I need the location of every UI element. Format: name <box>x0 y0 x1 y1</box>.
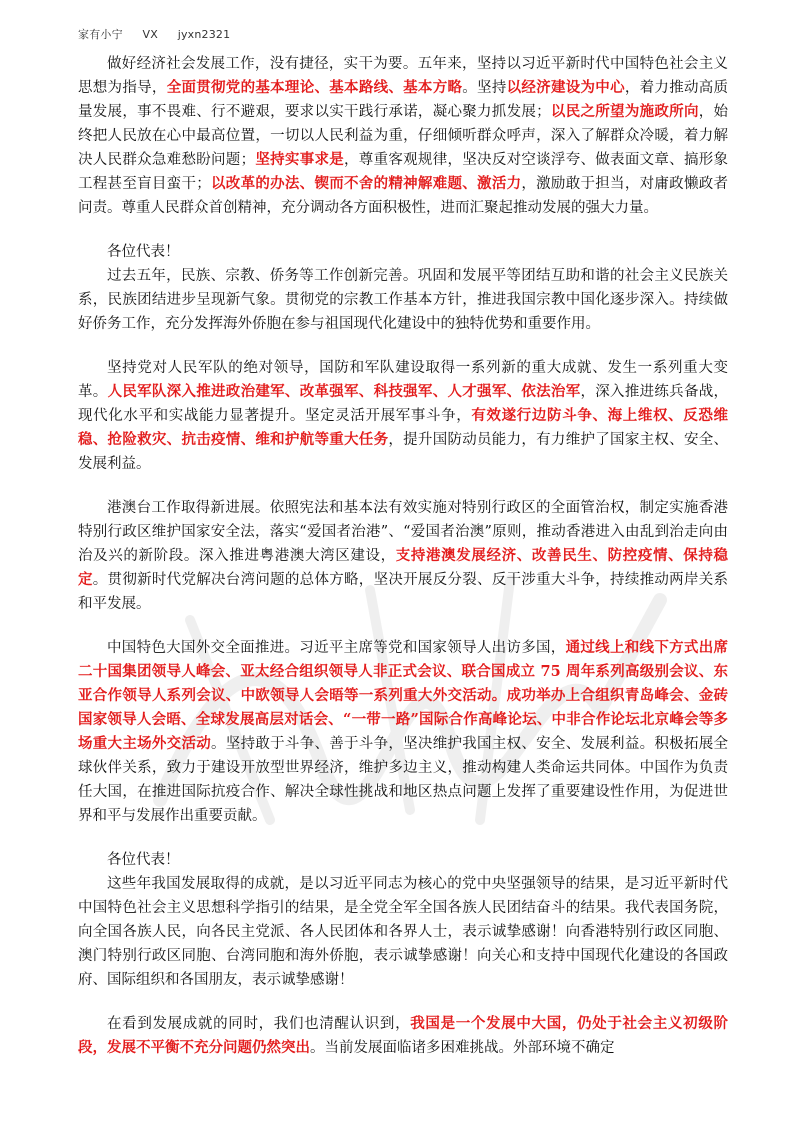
highlighted-text: 我国是一个发展中大国，仍处于社会主义初级阶段，发展不平衡不充分问题仍然突出 <box>78 1015 728 1056</box>
highlighted-text: 以经济建设为中心 <box>506 79 625 96</box>
text-segment: 。坚持敢于斗争、善于斗争，坚决维护我国主权、安全、发展利益。积极拓展全球伙伴关系，致力于建设开放型世界经济，维护多边主义，推动构建人类命运共同体。中国作为负责任大国，在推进国际抗疫合作、解决全球性挑战和地区热点问题上发挥了重要建设性作用，为促进世界和平与发展作出重要贡献。 <box>78 736 729 824</box>
highlighted-text: 以改革的办法、锲而不舍的精神解难题、激活力 <box>210 175 522 192</box>
highlighted-text: 有效遂行边防斗争、海上维权、反恐维稳、抢险救灾、抗击疫情、维和护航等重大任务 <box>78 407 728 448</box>
paragraph-gap <box>78 220 728 240</box>
highlighted-text: 全面贯彻党的基本理论、基本路线、基本方略 <box>166 79 463 96</box>
text-segment: 各位代表！ <box>107 244 180 260</box>
paragraph-gap <box>78 616 728 636</box>
paragraph-gap <box>78 828 728 848</box>
greeting-line <box>78 848 728 872</box>
text-segment: ，深入推进练兵备战，现代化水平和实战能力显著提升。坚定灵活开展军事斗争， <box>78 384 729 424</box>
text-segment: 。贯彻新时代党解决台湾问题的总体方略，坚决开展反分裂、反干涉重大斗争，持续推动两岸关系和平发展。 <box>78 572 728 612</box>
author-name: 家有小宁 <box>78 28 123 41</box>
body-paragraph <box>78 356 728 476</box>
text-segment: 港澳台工作取得新进展。依照宪法和基本法有效实施对特别行政区的全面管治权，制定实施香港特别行政区维护国家安全法，落实“爱国者治港”、“爱国者治澳”原则，推动香港进入由乱到治走向由治及兴的新阶段。深入推进粤港澳大湾区建设， <box>78 500 728 564</box>
text-segment: ，激励敢于担当，对庸政懒政者问责。尊重人民群众首创精神，充分调动各方面积极性，进而汇聚起推动发展的强大力量。 <box>78 176 729 216</box>
text-segment: 坚持党对人民军队的绝对领导，国防和军队建设取得一系列新的重大成就、发生一系列重大变革。 <box>78 360 728 400</box>
highlighted-text: 支持港澳发展经济、改善民生、防控疫情、保持稳定 <box>78 547 728 588</box>
body-paragraph <box>78 52 728 220</box>
paragraph-gap <box>78 476 728 496</box>
highlighted-text: 坚持实事求是 <box>255 151 345 168</box>
text-segment: ，提升国防动员能力，有力维护了国家主权、安全、发展利益。 <box>78 432 728 472</box>
text-segment: ，始终把人民放在心中最高位置，一切以人民利益为重，仔细倾听群众呼声，深入了解群众冷暖，着力解决人民群众急难愁盼问题； <box>78 104 729 168</box>
page-header <box>78 26 246 42</box>
text-segment: 做好经济社会发展工作，没有捷径，实干为要。五年来，坚持以习近平新时代中国特色社会主义思想为指导， <box>78 56 728 96</box>
highlighted-text: 通过线上和线下方式出席二十国集团领导人峰会、亚太经合组织领导人非正式会议、联合国成立 75 周年系列高级别会议、东亚合作领导人系列会议、中欧领导人会晤等一系列重大外交活动。成功举办上合组织青岛峰会、金砖国家领导人会晤、全球发展高层对话会、“一带一路”国际合作高峰论坛、中非合作论坛北京峰会等多场重大主场外交活动 <box>78 639 729 752</box>
text-segment: 在看到发展成就的同时，我们也清醒认识到， <box>107 1016 411 1032</box>
text-segment: 。坚持 <box>462 80 507 96</box>
paragraph-gap <box>78 336 728 356</box>
body-paragraph <box>78 872 728 992</box>
greeting-line <box>78 240 728 264</box>
highlighted-text: 以民之所望为施政所向 <box>550 103 699 120</box>
highlighted-text: 人民军队深入推进政治建军、改革强军、科技强军、人才强军、依法治军 <box>107 383 581 400</box>
text-segment: 各位代表！ <box>107 852 180 868</box>
document-body <box>78 52 728 1060</box>
text-segment: 。当前发展面临诸多困难挑战。外部环境不确定 <box>310 1040 615 1056</box>
text-segment: 这些年我国发展取得的成就，是以习近平同志为核心的党中央坚强领导的结果，是习近平新时代中国特色社会主义思想科学指引的结果，是全党全军全国各族人民团结奋斗的结果。我代表国务院，向全国各族人民，向各民主党派、各人民团体和各界人士，表示诚挚感谢！向香港特别行政区同胞、澳门特别行政区同胞、台湾同胞和海外侨胞，表示诚挚感谢！向关心和支持中国现代化建设的各国政府、国际组织和各国朋友，表示诚挚感谢！ <box>78 876 728 988</box>
paragraph-gap <box>78 992 728 1012</box>
body-paragraph <box>78 264 728 336</box>
body-paragraph <box>78 636 728 828</box>
vx-label: VX <box>142 28 158 41</box>
body-paragraph <box>78 496 728 616</box>
text-segment: 过去五年，民族、宗教、侨务等工作创新完善。巩固和发展平等团结互助和谐的社会主义民族关系，民族团结进步呈现新气象。贯彻党的宗教工作基本方针，推进我国宗教中国化逐步深入。持续做好侨务工作，充分发挥海外侨胞在参与祖国现代化建设中的独特优势和重要作用。 <box>78 268 728 332</box>
text-segment: ，着力推动高质量发展，事不畏难、行不避艰，要求以实干践行承诺，凝心聚力抓发展； <box>78 80 729 120</box>
text-segment: ，尊重客观规律，坚决反对空谈浮夸、做表面文章、搞形象工程甚至盲目蛮干； <box>78 152 729 192</box>
vx-id: jyxn2321 <box>177 28 231 41</box>
text-segment: 中国特色大国外交全面推进。习近平主席等党和国家领导人出访多国， <box>107 640 566 656</box>
body-paragraph <box>78 1012 728 1060</box>
